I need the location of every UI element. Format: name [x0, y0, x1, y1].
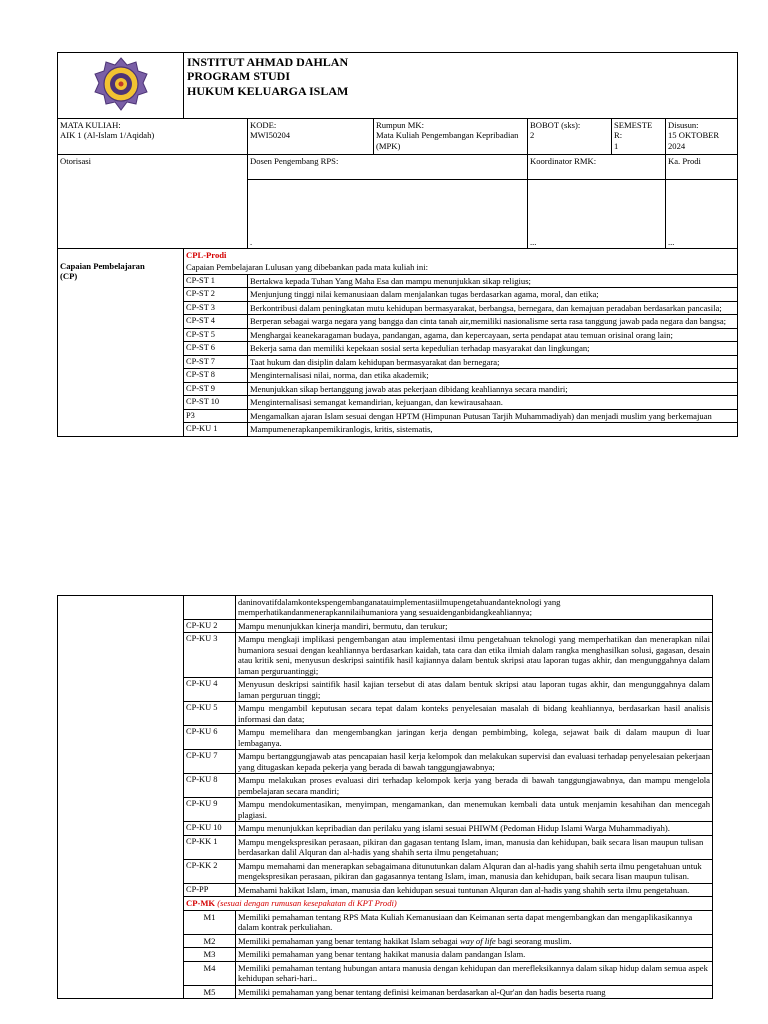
cp-code: CP-ST 1 [184, 274, 248, 287]
semester-value: 1 [614, 140, 619, 151]
cluster-cell [374, 119, 528, 155]
cp-text: Menginternalisasi semangat kemandirian, kejuangan, dan kewirausahaan. [248, 396, 738, 409]
cpmk-code: M1 [184, 910, 236, 934]
cpl-intro-cell [184, 261, 738, 274]
developer-sign: . [250, 236, 253, 247]
cluster-label: Rumpun MK: [376, 120, 424, 130]
cpmk-note: (sesuai dengan rumusan kesepakatan di KPT Prodi) [217, 898, 397, 909]
cpl-heading-cell [184, 249, 738, 262]
cpmk-text: Memiliki pemahaman tentang RPS Mata Kuliah Kemanusiaan dan Keimanan serta dapat mengembangkan dan mengaplikasikannya dalam kontrak perkuliahan. [236, 910, 713, 934]
cluster-value: Mata Kuliah Pengembangan Kepribadian (MPK) [376, 130, 519, 151]
cp-code: CP-ST 10 [184, 396, 248, 409]
cp-code: CP-ST 8 [184, 369, 248, 382]
cpmk-text-emphasis: way of life [459, 935, 496, 946]
compiled-cell [666, 119, 738, 155]
institution-name: INSTITUT AHMAD DAHLAN [187, 55, 349, 69]
coordinator-sign-cell [528, 180, 666, 249]
department-name: HUKUM KELUARGA ISLAM [187, 83, 349, 98]
cpl-heading: CPL-Prodi [186, 250, 227, 260]
cp-code: CP-KU 6 [184, 726, 236, 750]
cp-section-label: Capaian Pembelajaran [60, 261, 145, 271]
cp-code: CP-KU 9 [184, 798, 236, 822]
cp-code: CP-KU 3 [184, 633, 236, 678]
compiled-value-1: 15 OKTOBER [668, 130, 720, 141]
course-label: MATA KULIAH: [60, 120, 121, 130]
cp-text: Mampu memelihara dan mengembangkan jaringan kerja dengan pembimbing, kolega, sejawat baik di dalam maupun di luar lembaganya. [236, 726, 713, 750]
credits-cell [528, 119, 612, 155]
code-label: KODE: [250, 120, 277, 130]
cp-code: CP-KU 2 [184, 619, 236, 632]
credits-label: BOBOT (sks): [530, 120, 581, 130]
cp-code: CP-KU 8 [184, 774, 236, 798]
semester-label-1: SEMESTE [614, 120, 653, 130]
continuation-line-2: memperhatikandanmenerapkannilaihumaniora yang sesuaidenganbidangkeahliannya; [238, 607, 532, 618]
cpmk-text-post: bagi seorang muslim. [495, 935, 572, 946]
cpmk-text-pre: Memiliki pemahaman yang benar tentang hakikat Islam sebagai [238, 935, 460, 946]
cp-text: Taat hukum dan disiplin dalam kehidupan bermasyarakat dan bernegara; [248, 355, 738, 368]
head-label: Ka. Prodi [668, 156, 701, 166]
cpmk-text: Memiliki pemahaman yang benar tentang hakikat manusia dalam pandangan Islam. [236, 948, 713, 961]
cpmk-text [236, 934, 713, 947]
rps-header-table [57, 52, 738, 437]
institution-header [184, 53, 738, 119]
cp-text: Memahami hakikat Islam, iman, manusia dan kehidupan sesuai tuntunan Alquran dan al-hadis yang shahih serta ilmu pengetahuan. [236, 883, 713, 896]
cp-text: Bekerja sama dan memiliki kepekaan sosial serta kepedulian terhadap masyarakat dan lingkungan; [248, 342, 738, 355]
cp-text: Mampu mendokumentasikan, menyimpan, mengamankan, dan menemukan kembali data untuk menjamin kesahihan dan mencegah plagiasi. [236, 798, 713, 822]
cp-section-continuation-cell [58, 596, 184, 999]
cp-text: Mampumenerapkanpemikiranlogis, kritis, sistematis, [248, 423, 738, 436]
cp-text: Menunjukkan sikap bertanggung jawab atas pekerjaan dibidang keahliannya secara mandiri; [248, 382, 738, 395]
cpmk-text: Memiliki pemahaman yang benar tentang definisi keimanan berdasarkan al-Qur'an dan hadis beserta ruang [236, 985, 713, 998]
continuation-line-1: daninovatifdalamkontekspengembanganatauimplementasiilmupengetahuandanteknologi yang [238, 597, 561, 607]
cp-code: P3 [184, 409, 248, 422]
cp-code-empty [184, 596, 236, 620]
authorization-label: Otorisasi [60, 156, 92, 166]
cpmk-heading-cell [184, 897, 713, 910]
cpmk-code: M2 [184, 934, 236, 947]
cp-code: CP-ST 7 [184, 355, 248, 368]
cp-text: Mampu menunjukkan kepribadian dan perilaku yang islami sesuai PHIWM (Pedoman Hidup Islami Warga Muhammadiyah). [236, 822, 713, 835]
cp-text: Mampu mengambil keputusan secara tepat dalam konteks penyelesaian masalah di bidang keahliannya, berdasarkan hasil analisis informasi dan data; [236, 702, 713, 726]
cp-code: CP-PP [184, 883, 236, 896]
cp-code: CP-ST 5 [184, 328, 248, 341]
cpmk-heading: CP-MK [186, 898, 216, 909]
developer-sign-cell [248, 180, 528, 249]
cpmk-code: M4 [184, 961, 236, 985]
cp-code: CP-KK 2 [184, 859, 236, 883]
cp-text: Bertakwa kepada Tuhan Yang Maha Esa dan mampu menunjukkan sikap religius; [248, 274, 738, 287]
cpl-intro: Capaian Pembelajaran Lulusan yang dibebankan pada mata kuliah ini: [186, 262, 428, 273]
coordinator-sign: ... [530, 236, 537, 247]
head-sign: ... [668, 236, 675, 247]
logo-cell [58, 53, 184, 119]
cp-text: Mampu mengekspresikan perasaan, pikiran dan gagasan tentang Islam, iman, manusia dan kehidupan, baik secara lisan maupun tulisan berdasarkan dalil Alquran dan al-hadis yang shahih serta ilmu pengetahuan; [236, 835, 713, 859]
cp-text: Mampu melakukan proses evaluasi diri terhadap kelompok kerja yang berada di bawah tanggungjawabnya, dan mampu mengelola pembelajaran secara mandiri; [236, 774, 713, 798]
cpmk-code: M3 [184, 948, 236, 961]
university-logo-icon [93, 56, 149, 112]
cp-text: Mampu memahami dan menerapkan sebagaimana ditunutunkan dalam Alquran dan al-hadis yang shahih serta ilmu pengetahuan untuk mengekspresikan perasaan, pikiran dan gagasannya tentang Islam, iman, manusia dan kehidupan, baik secara lisan maupun tulisan. [236, 859, 713, 883]
cp-text: Mampu bertanggungjawab atas pencapaian hasil kerja kelompok dan melakukan supervisi dan evaluasi terhadap penyelesaian pekerjaan yang ditugaskan kepada pekerja yang berada di bawah tanggungjawabnya; [236, 750, 713, 774]
program-name: PROGRAM STUDI [187, 69, 291, 84]
cp-code: CP-ST 6 [184, 342, 248, 355]
semester-cell [612, 119, 666, 155]
cp-text: Mampu mengkaji implikasi pengembangan atau implementasi ilmu pengetahuan teknologi yang memperhatikan dan menerapkan nilai humaniora sesuai dengan keahliannya berdasarkan kaidah, tata cara dan etika ilmiah dalam rangka menghasilkan solusi, gagasan, desain atau kritik seni, menyusun deskripsi saintifik hasil kajiannya dalam bentuk skripsi atau laporan tugas akhir, dan mengunggahnya dalam laman perguruantinggi; [236, 633, 713, 678]
code-value: MWI50204 [250, 130, 291, 141]
head-sign-cell [666, 180, 738, 249]
rps-continuation-table [57, 595, 713, 999]
cp-section-abbrev: (CP) [60, 271, 78, 282]
cp-section-label-cell [58, 249, 184, 437]
cp-text: Menyusun deskripsi saintifik hasil kajian tersebut di atas dalam bentuk skripsi atau laporan tugas akhir, dan mengunggahnya dalam laman perguruan tinggi; [236, 678, 713, 702]
cp-code: CP-ST 4 [184, 315, 248, 328]
coordinator-label: Koordinator RMK: [530, 156, 597, 166]
cp-text: Menghargai keanekaragaman budaya, pandangan, agama, dan kepercayaan, serta pendapat atau temuan orisinal orang lain; [248, 328, 738, 341]
cp-text: Berkontribusi dalam peningkatan mutu kehidupan bermasyarakat, berbangsa, bernegara, dan kemajuan peradaban berdasarkan pancasila; [248, 301, 738, 314]
cp-text: Mampu menunjukkan kinerja mandiri, bermutu, dan terukur; [236, 619, 713, 632]
authorization-label-cell [58, 155, 248, 249]
cp-text: Berperan sebagai warga negara yang bangga dan cinta tanah air,memiliki nasionalisme serta rasa tanggung jawab pada negara dan bangsa; [248, 315, 738, 328]
cp-code: CP-KU 4 [184, 678, 236, 702]
cp-text: Menjunjung tinggi nilai kemanusiaan dalam menjalankan tugas berdasarkan agama, moral, dan etika; [248, 288, 738, 301]
compiled-value-2: 2024 [668, 140, 686, 151]
compiled-label: Disusun: [668, 120, 699, 130]
cp-code: CP-ST 9 [184, 382, 248, 395]
cp-code: CP-KU 7 [184, 750, 236, 774]
developer-label-cell [248, 155, 528, 180]
cp-code: CP-ST 2 [184, 288, 248, 301]
course-cell [58, 119, 248, 155]
cpmk-text: Memiliki pemahaman tentang hubungan antara manusia dengan kehidupan dan merefleksikannya dalam sikap hidup dalam semua aspek kehidupan sehari-hari.. [236, 961, 713, 985]
coordinator-label-cell [528, 155, 666, 180]
developer-label: Dosen Pengembang RPS: [250, 156, 339, 166]
course-value: AIK 1 (Al-Islam 1/Aqidah) [60, 130, 155, 141]
cpmk-code: M5 [184, 985, 236, 998]
cp-code: CP-KK 1 [184, 835, 236, 859]
cp-code: CP-ST 3 [184, 301, 248, 314]
cp-code: CP-KU 1 [184, 423, 248, 436]
cp-text: Mengamalkan ajaran Islam sesuai dengan HPTM (Himpunan Putusan Tarjih Muhammadiyah) dan menjadi muslim yang berkemajuan [248, 409, 738, 422]
code-cell [248, 119, 374, 155]
head-label-cell [666, 155, 738, 180]
cp-text: Menginternalisasi nilai, norma, dan etika akademik; [248, 369, 738, 382]
semester-label-2: R: [614, 130, 623, 141]
cp-code: CP-KU 10 [184, 822, 236, 835]
credits-value: 2 [530, 130, 535, 141]
cp-code: CP-KU 5 [184, 702, 236, 726]
cp-continuation-text [236, 596, 713, 620]
